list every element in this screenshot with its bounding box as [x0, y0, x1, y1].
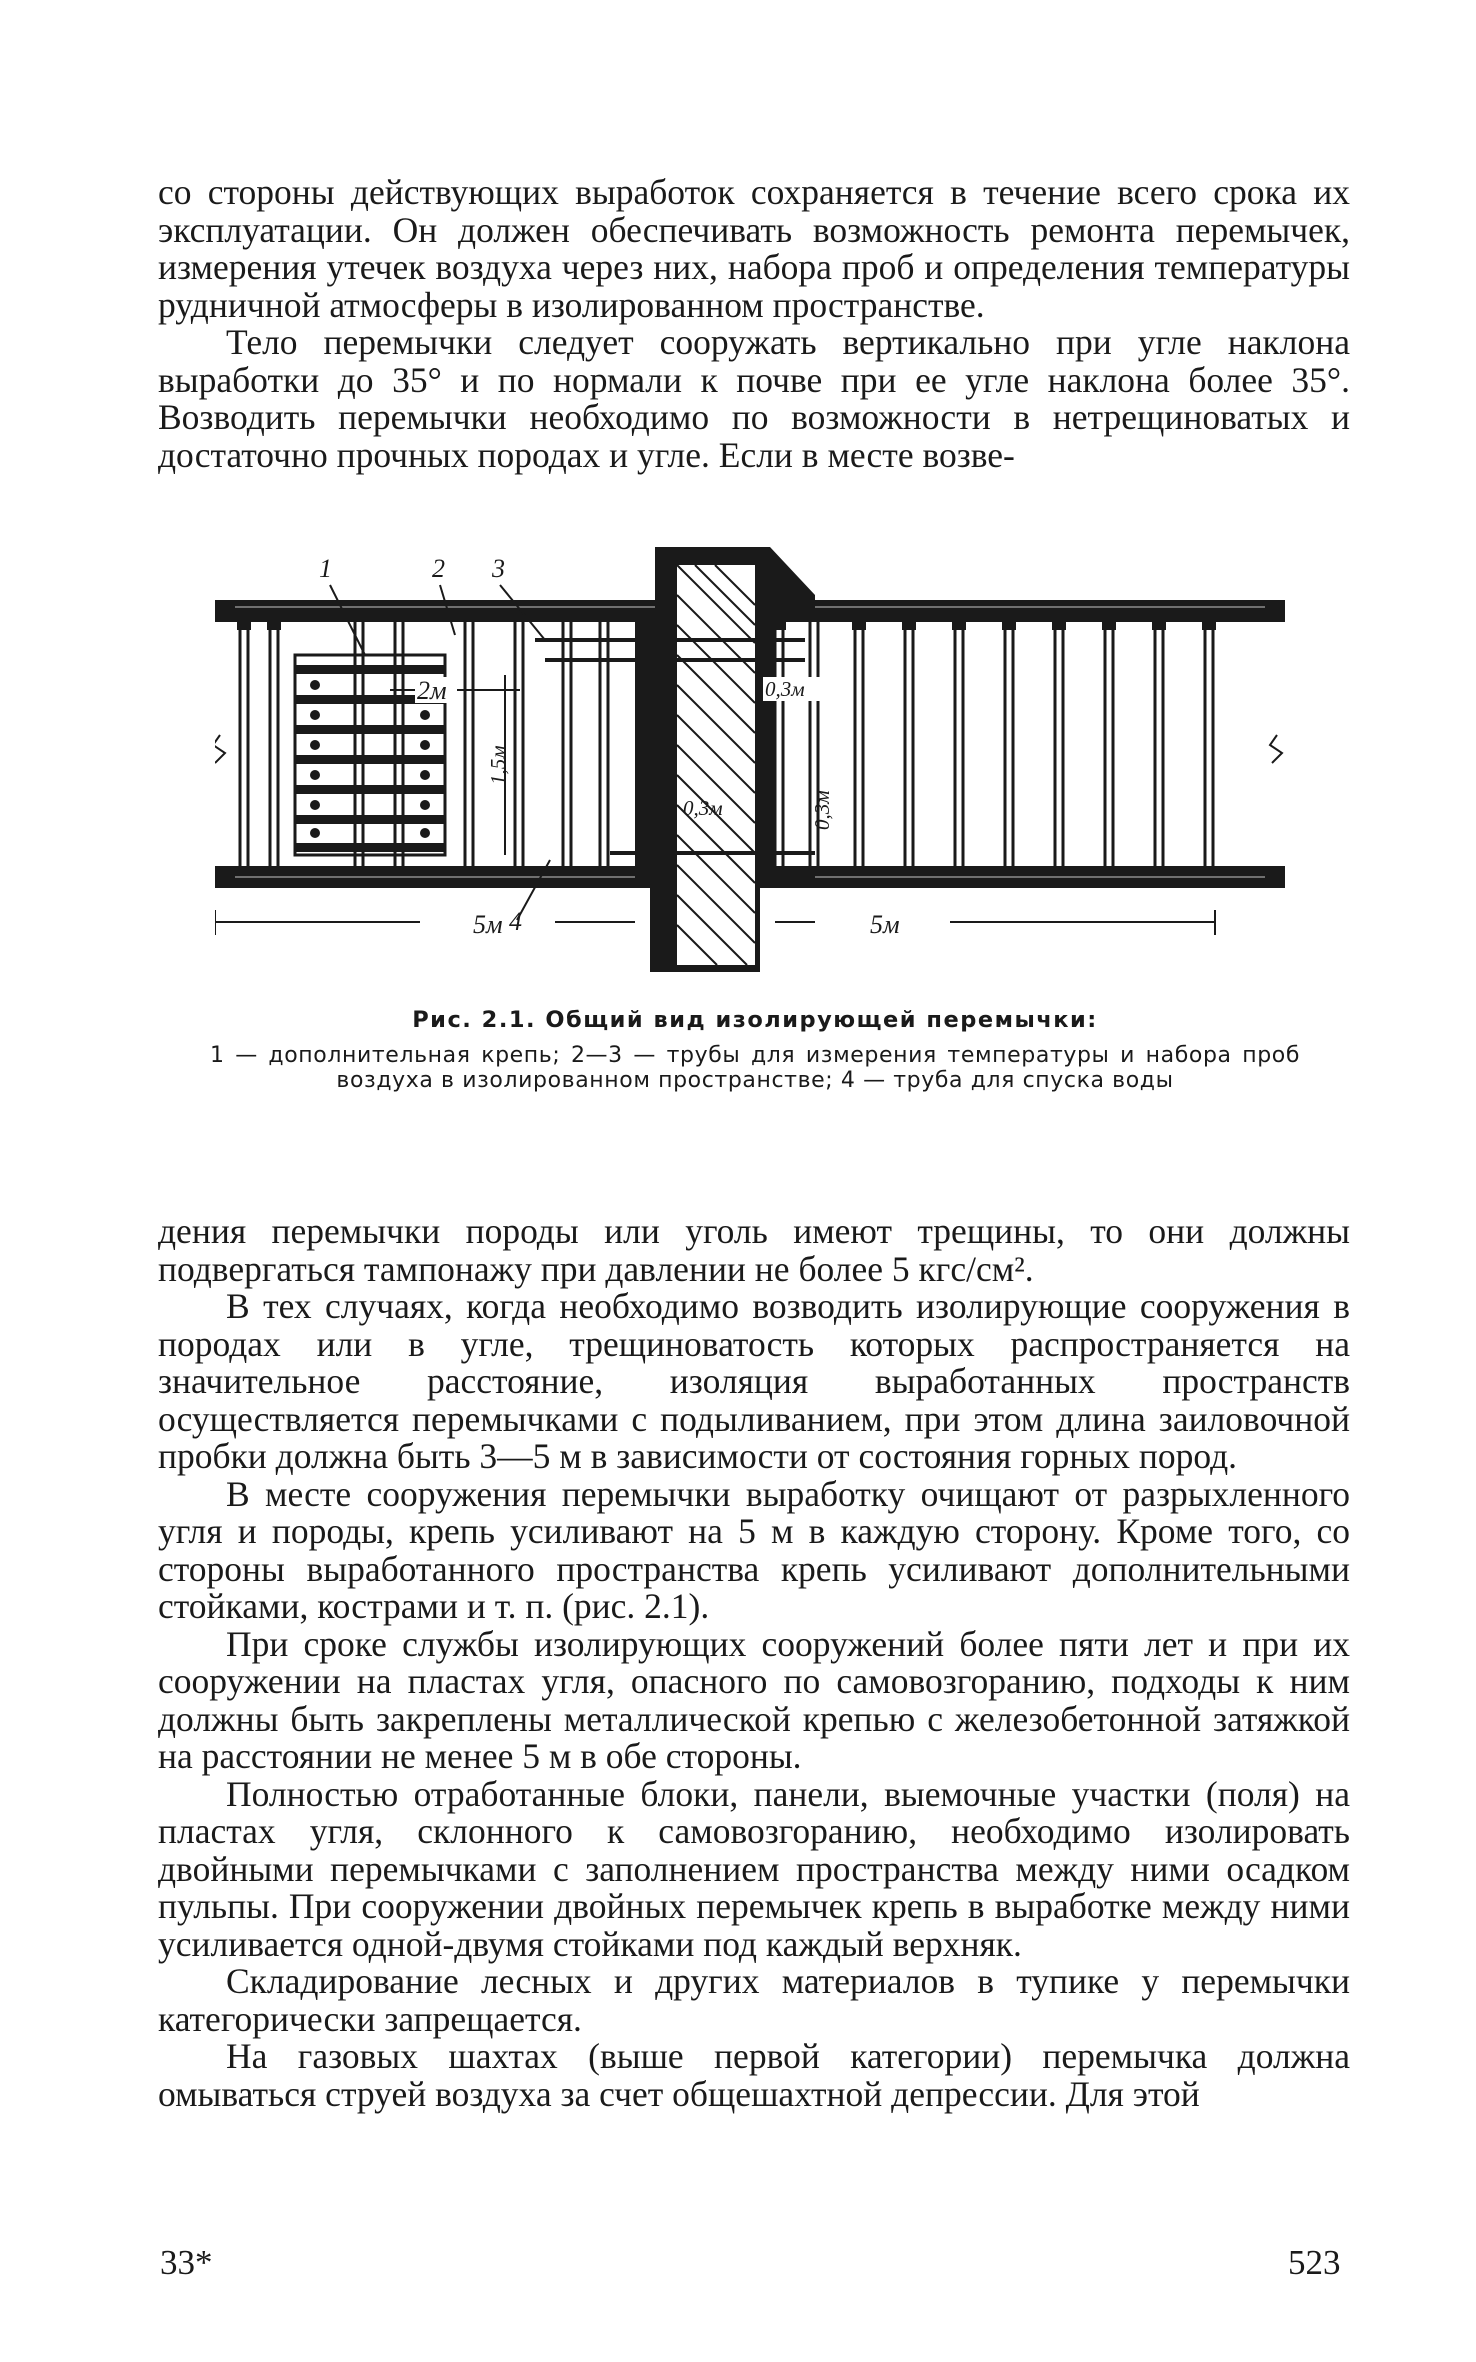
break-mark-right: [1270, 735, 1282, 763]
dim-2m: 2м: [417, 676, 447, 705]
label-1: 1: [319, 554, 332, 583]
bulkhead-body: [635, 547, 815, 972]
label-3: 3: [492, 554, 505, 583]
dim-0-3m-c: 0,3м: [810, 790, 834, 830]
dim-0-3m-b: 0,3м: [683, 796, 723, 820]
caption-body: 1 — дополнительная крепь; 2—3 — трубы для измерения температуры и набора проб воздуха в изолированном пространстве; 4 — труба для спуска воды: [210, 1043, 1300, 1093]
label-4: 4: [509, 907, 522, 936]
dim-0-3m-a: 0,3м: [765, 677, 805, 701]
paragraph: Складирование лесных и других материалов в тупике у перемычки категорически запрещается.: [158, 1961, 1350, 2039]
paragraph-continuation: дения перемычки породы или уголь имеют трещины, то они должны подвергаться тампонажу при давлении не более 5 кгс/см².: [158, 1211, 1350, 1289]
paragraph: При сроке службы изолирующих сооружений более пяти лет и при их сооружении на пластах угля, опасного по самовозгоранию, подходы к ним должны быть закреплены металлической крепью с железобетонной затяжкой на расстоянии не менее 5 м в обе стороны.: [158, 1623, 1350, 1776]
caption-title: Рис. 2.1. Общий вид изолирующей перемычки:: [412, 1007, 1098, 1033]
break-mark-left: [215, 735, 225, 763]
paragraph: На газовых шахтах (выше первой категории) перемычка должна омываться струей воздуха за счет общешахтной депрессии. Для этой: [158, 2036, 1350, 2114]
page-number: 523: [1288, 2243, 1341, 2282]
figure-caption: [210, 1007, 1300, 1093]
top-text-block: [158, 174, 1350, 474]
paragraph-continuation: со стороны действующих выработок сохраняется в течение всего срока их эксплуатации. Он должен обеспечивать возможность ремонта перемычек, измерения утечек воздуха через них, набора проб и определения температуры рудничной атмосферы в изолированном пространстве.: [158, 172, 1350, 325]
dim-5m-right: 5м: [870, 910, 900, 939]
signature-mark: 33*: [160, 2243, 213, 2282]
label-2: 2: [432, 554, 445, 583]
paragraph: В месте сооружения перемычки выработку очищают от разрыхленного угля и породы, крепь усиливают на 5 м в каждую сторону. Кроме того, со стороны выработанного пространства крепь усиливают дополнительными стойками, кострами и т. п. (рис. 2.1).: [158, 1473, 1350, 1626]
paragraph: Полностью отработанные блоки, панели, выемочные участки (поля) на пластах угля, склонного к самовозгоранию, необходимо изолировать двойными перемычками с заполнением пространства между ними осадком пульпы. При сооружении двойных перемычек крепь в выработке между ними усиливается одной-двумя стойками под каждый верхняк.: [158, 1773, 1350, 1964]
paragraph: Тело перемычки следует сооружать вертикально при угле наклона выработки до 35° и по нормали к почве при ее угле наклона более 35°. Возводить перемычки необходимо по возможности в нетрещиноватых и достаточно прочных породах и угле. Если в месте возве-: [158, 322, 1350, 475]
dim-1-5m: 1,5м: [486, 745, 510, 785]
paragraph: В тех случаях, когда необходимо возводить изолирующие сооружения в породах или в угле, трещиноватость которых распространяется на значительное расстояние, изоляция выработанных пространств осуществляется перемычками с подыливанием, при этом длина заиловочной пробки должна быть 3—5 м в зависимости от состояния горных пород.: [158, 1286, 1350, 1476]
dim-5m-left: 5м: [473, 910, 503, 939]
figure-isolating-bulkhead: [215, 535, 1285, 978]
bottom-text-block: [158, 1213, 1350, 2113]
